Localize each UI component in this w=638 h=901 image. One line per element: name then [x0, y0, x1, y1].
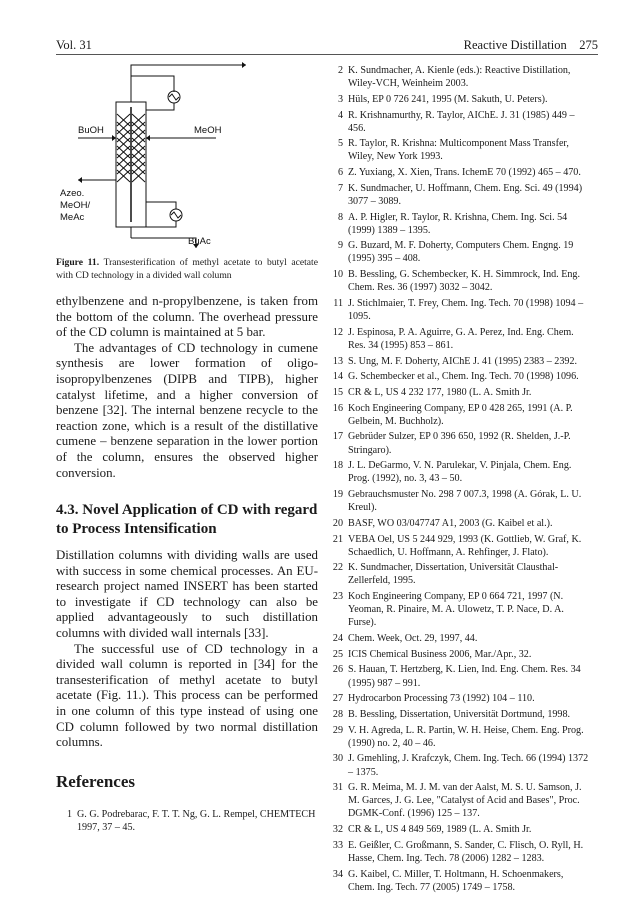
reference-item [327, 648, 589, 661]
reference-item [327, 326, 589, 352]
reference-item [327, 239, 589, 265]
reference-text: Z. Yuxiang, X. Xien, Trans. IchemE 70 (1992) 465 – 470. [348, 167, 581, 179]
reference-text: J. Espinosa, P. A. Aguirre, G. A. Perez, Ind. Eng. Chem. Res. 34 (1995) 853 – 861. [348, 326, 574, 351]
reference-item [327, 839, 589, 865]
reference-item [327, 632, 589, 645]
reference-list-right [327, 64, 589, 896]
reference-item [327, 182, 589, 208]
paragraph-3: Distillation columns with dividing walls are used with success in some chemical processes. An EU-research project named INSERT has been started to investigate if CD technology can also be applied advantageously to such distillation columns with divided wall internals [33]. [56, 548, 318, 640]
running-head [464, 38, 598, 53]
reference-text: S. Ung, M. F. Doherty, AIChE J. 41 (1995) 2383 – 2392. [348, 355, 578, 367]
reference-item [327, 93, 589, 106]
reference-number: 1 [66, 809, 72, 820]
paragraph-1: ethylbenzene and n-propylbenzene, is taken from the bottom of the column. The overhead pressure of the CD column is maintained at 5 bar. [56, 294, 318, 340]
reference-text: Chem. Week, Oct. 29, 1997, 44. [348, 633, 478, 645]
reference-text: G. Kaibel, C. Miller, T. Holtmann, H. Schoenmakers, Chem. Ing. Tech. 77 (2005) 1749 – 1758. [348, 868, 564, 893]
reference-item [56, 808, 318, 834]
reference-text: CR & L, US 4 232 177, 1980 (L. A. Smith Jr. [348, 386, 532, 398]
reference-item [327, 297, 589, 323]
reference-text: B. Bessling, Dissertation, Universität Dortmund, 1998. [348, 708, 571, 720]
reference-item [327, 386, 589, 399]
reference-number: 22 [332, 562, 343, 574]
reference-text: G. Buzard, M. F. Doherty, Computers Chem. Engng. 19 (1995) 395 – 408. [348, 240, 574, 265]
reference-number: 33 [332, 839, 343, 851]
reference-item [327, 823, 589, 836]
vapor-line [131, 76, 174, 92]
paragraph-4: The successful use of CD technology in a divided wall column is reported in [34] for the transesterification of methyl acetate to butyl acetate (Fig. 11.). This process can be performed in one column of this type instead of using one CD column followed by two normal distillation columns. [56, 641, 318, 750]
reference-text: Hüls, EP 0 726 241, 1995 (M. Sakuth, U. Peters). [348, 93, 548, 105]
reference-number: 34 [332, 868, 343, 880]
reference-text: A. P. Higler, R. Taylor, R. Krishna, Chem. Ing. Sci. 54 (1999) 1389 – 1395. [348, 211, 568, 236]
reference-item [327, 868, 589, 894]
figure-11-diagram [56, 62, 318, 254]
paragraph-2: The advantages of CD technology in cumene synthesis are lower formation of oligo-isopropylbenzenes (DIPB and TIPB), higher catalyst lifetime, and a higher conversion of benzene [32]. The internal benzene recycle to the reaction zone, which is a result of the distillative cumene – benzene separation in the lower portion of the column, ensures the observed higher conversion. [56, 340, 318, 480]
reference-number: 19 [332, 489, 343, 501]
reference-text: V. H. Agreda, L. R. Partin, W. H. Heise, Chem. Eng. Prog. (1990) no. 2, 40 – 46. [348, 724, 584, 749]
reference-item [327, 517, 589, 530]
reference-item [327, 663, 589, 689]
reference-number: 29 [332, 724, 343, 736]
header-rule [56, 54, 598, 55]
reference-number: 25 [332, 648, 343, 660]
reference-number: 14 [332, 371, 343, 383]
reference-text: S. Hauan, T. Hertzberg, K. Lien, Ind. Eng. Chem. Res. 34 (1995) 987 – 991. [348, 664, 581, 689]
reference-text: G. Schembecker et al., Chem. Ing. Tech. 70 (1998) 1096. [348, 371, 579, 383]
reference-number: 27 [332, 693, 343, 705]
reference-list-left [56, 808, 318, 837]
reference-number: 9 [337, 240, 343, 252]
reference-text: Hydrocarbon Processing 73 (1992) 104 – 110. [348, 693, 535, 705]
reference-text: K. Sundmacher, A. Kienle (eds.): Reactive Distillation, Wiley-VCH, Weinheim 2003. [348, 65, 571, 90]
reference-number: 10 [332, 269, 343, 281]
reference-text: K. Sundmacher, Dissertation, Universität Clausthal-Zellerfeld, 1995. [348, 562, 559, 587]
label-azeo-2: MeOH/ [60, 200, 91, 211]
reference-item [327, 166, 589, 179]
reference-number: 2 [337, 65, 343, 76]
running-title: Reactive Distillation [463, 38, 567, 52]
reference-text: B. Bessling, G. Schembecker, K. H. Simmrock, Ind. Eng. Chem. Res. 36 (1997) 3032 – 3042. [348, 269, 581, 294]
reference-text: Gebrauchsmuster No. 298 7 007.3, 1998 (A. Górak, L. U. Kreul). [348, 489, 582, 514]
reference-item [327, 692, 589, 705]
reference-item [327, 402, 589, 428]
reference-text: Koch Engineering Company, EP 0 428 265, 1991 (A. P. Gelbein, M. Buchholz). [348, 402, 573, 427]
reference-text: J. Gmehling, J. Krafczyk, Chem. Ing. Tech. 66 (1994) 1372 – 1375. [348, 753, 589, 778]
reference-number: 6 [337, 167, 343, 179]
reference-number: 17 [332, 431, 343, 443]
reference-number: 12 [332, 326, 343, 338]
reference-text: J. Stichlmaier, T. Frey, Chem. Ing. Tech. 70 (1998) 1094 – 1095. [348, 297, 584, 323]
reference-item [327, 355, 589, 368]
reference-item [327, 64, 589, 90]
label-buac: BuAc [188, 236, 211, 247]
label-azeo-3: MeAc [60, 212, 85, 223]
reference-item [327, 708, 589, 721]
reference-number: 30 [332, 753, 343, 765]
left-body-lower [56, 548, 318, 751]
reference-item [327, 459, 589, 485]
reference-number: 21 [332, 533, 343, 545]
reference-number: 3 [337, 93, 343, 105]
reboiler-return [146, 202, 176, 209]
reference-text: R. Krishnamurthy, R. Taylor, AIChE. J. 31 (1985) 449 – 456. [348, 109, 575, 134]
reference-number: 13 [332, 355, 343, 367]
reference-number: 28 [332, 708, 343, 720]
reference-number: 5 [337, 138, 343, 150]
reference-number: 8 [337, 211, 343, 223]
left-body-upper [56, 294, 318, 481]
reference-text: Koch Engineering Company, EP 0 664 721, 1997 (N. Yeoman, R. Pinaire, M. A. Ulowetz, T. P. Nace, D. A. Furse). [348, 591, 564, 629]
reference-text: CR & L, US 4 849 569, 1989 (L. A. Smith Jr. [348, 824, 532, 836]
reference-number: 15 [332, 386, 343, 398]
reference-text: G. R. Meima, M. J. M. van der Aalst, M. S. U. Samson, J. M. Garces, J. G. Lee, "Catalyst of Acid and Bases", Proc. DGMK-Conf. (1996) 125 – 137. [348, 782, 582, 820]
references-heading: References [56, 772, 135, 791]
reference-item [327, 561, 589, 587]
page-number: 275 [579, 38, 598, 52]
section-title: 4.3. Novel Application of CD with regard to Process Intensification [56, 502, 318, 537]
reference-text: K. Sundmacher, U. Hoffmann, Chem. Eng. Sci. 49 (1994) 3077 – 3089. [348, 182, 583, 207]
reference-text: R. Taylor, R. Krishna: Multicomponent Mass Transfer, Wiley, New York 1993. [348, 138, 569, 163]
reference-item [327, 370, 589, 383]
reference-item [327, 533, 589, 559]
reference-text: VEBA Oel, US 5 244 929, 1993 (K. Gottlieb, W. Graf, K. Schaedlich, U. Hoffmann, A. Rehfinger, J. Flato). [348, 533, 582, 558]
bottoms-line [131, 221, 176, 227]
reference-number: 18 [332, 460, 343, 472]
reference-item [327, 752, 589, 778]
reference-number: 4 [337, 109, 343, 121]
reference-number: 20 [332, 517, 343, 529]
reference-item [327, 211, 589, 237]
reference-text: E. Geißler, C. Großmann, S. Sander, C. Flisch, O. Ryll, H. Hasse, Chem. Ing. Tech. 78 (2006) 1282 – 1283. [348, 839, 584, 864]
figure-caption-text: Transesterification of methyl acetate to butyl acetate with CD technology in a divided wall column [56, 257, 318, 281]
page-header [56, 38, 598, 56]
reference-item [327, 430, 589, 456]
reference-number: 26 [332, 664, 343, 676]
figure-caption [56, 257, 318, 282]
reference-item [327, 590, 589, 629]
reference-item [327, 109, 589, 135]
volume-label: Vol. 31 [56, 38, 92, 52]
figure-caption-label: Figure 11. [56, 257, 100, 268]
reference-text: J. L. DeGarmo, V. N. Parulekar, V. Pinjala, Chem. Eng. Prog. (1992), no. 3, 43 – 50. [348, 460, 572, 485]
reference-number: 31 [332, 782, 343, 794]
buac-product-line [131, 238, 196, 248]
reference-text: ICIS Chemical Business 2006, Mar./Apr., 32. [348, 648, 532, 660]
reference-number: 16 [332, 402, 343, 414]
reference-item [327, 268, 589, 294]
reference-item [327, 137, 589, 163]
reference-item [327, 488, 589, 514]
reference-number: 23 [332, 591, 343, 603]
reference-text: G. G. Podrebarac, F. T. T. Ng, G. L. Rempel, CHEMTECH 1997, 37 – 45. [77, 809, 316, 834]
label-azeo-1: Azeo. [60, 188, 85, 199]
reference-text: BASF, WO 03/047747 A1, 2003 (G. Kaibel et al.). [348, 517, 553, 529]
reference-number: 32 [332, 824, 343, 836]
reflux-line [146, 103, 174, 110]
reference-item [327, 781, 589, 820]
reference-item [327, 724, 589, 750]
reference-number: 24 [332, 633, 343, 645]
label-meoh: MeOH [194, 125, 222, 136]
reference-text: Gebrüder Sulzer, EP 0 396 650, 1992 (R. Shelden, J.-P. Stringaro). [348, 431, 571, 456]
reference-number: 7 [337, 182, 343, 194]
reference-number: 11 [333, 297, 343, 309]
label-buoh: BuOH [78, 125, 104, 136]
top-recycle-line [131, 65, 246, 102]
